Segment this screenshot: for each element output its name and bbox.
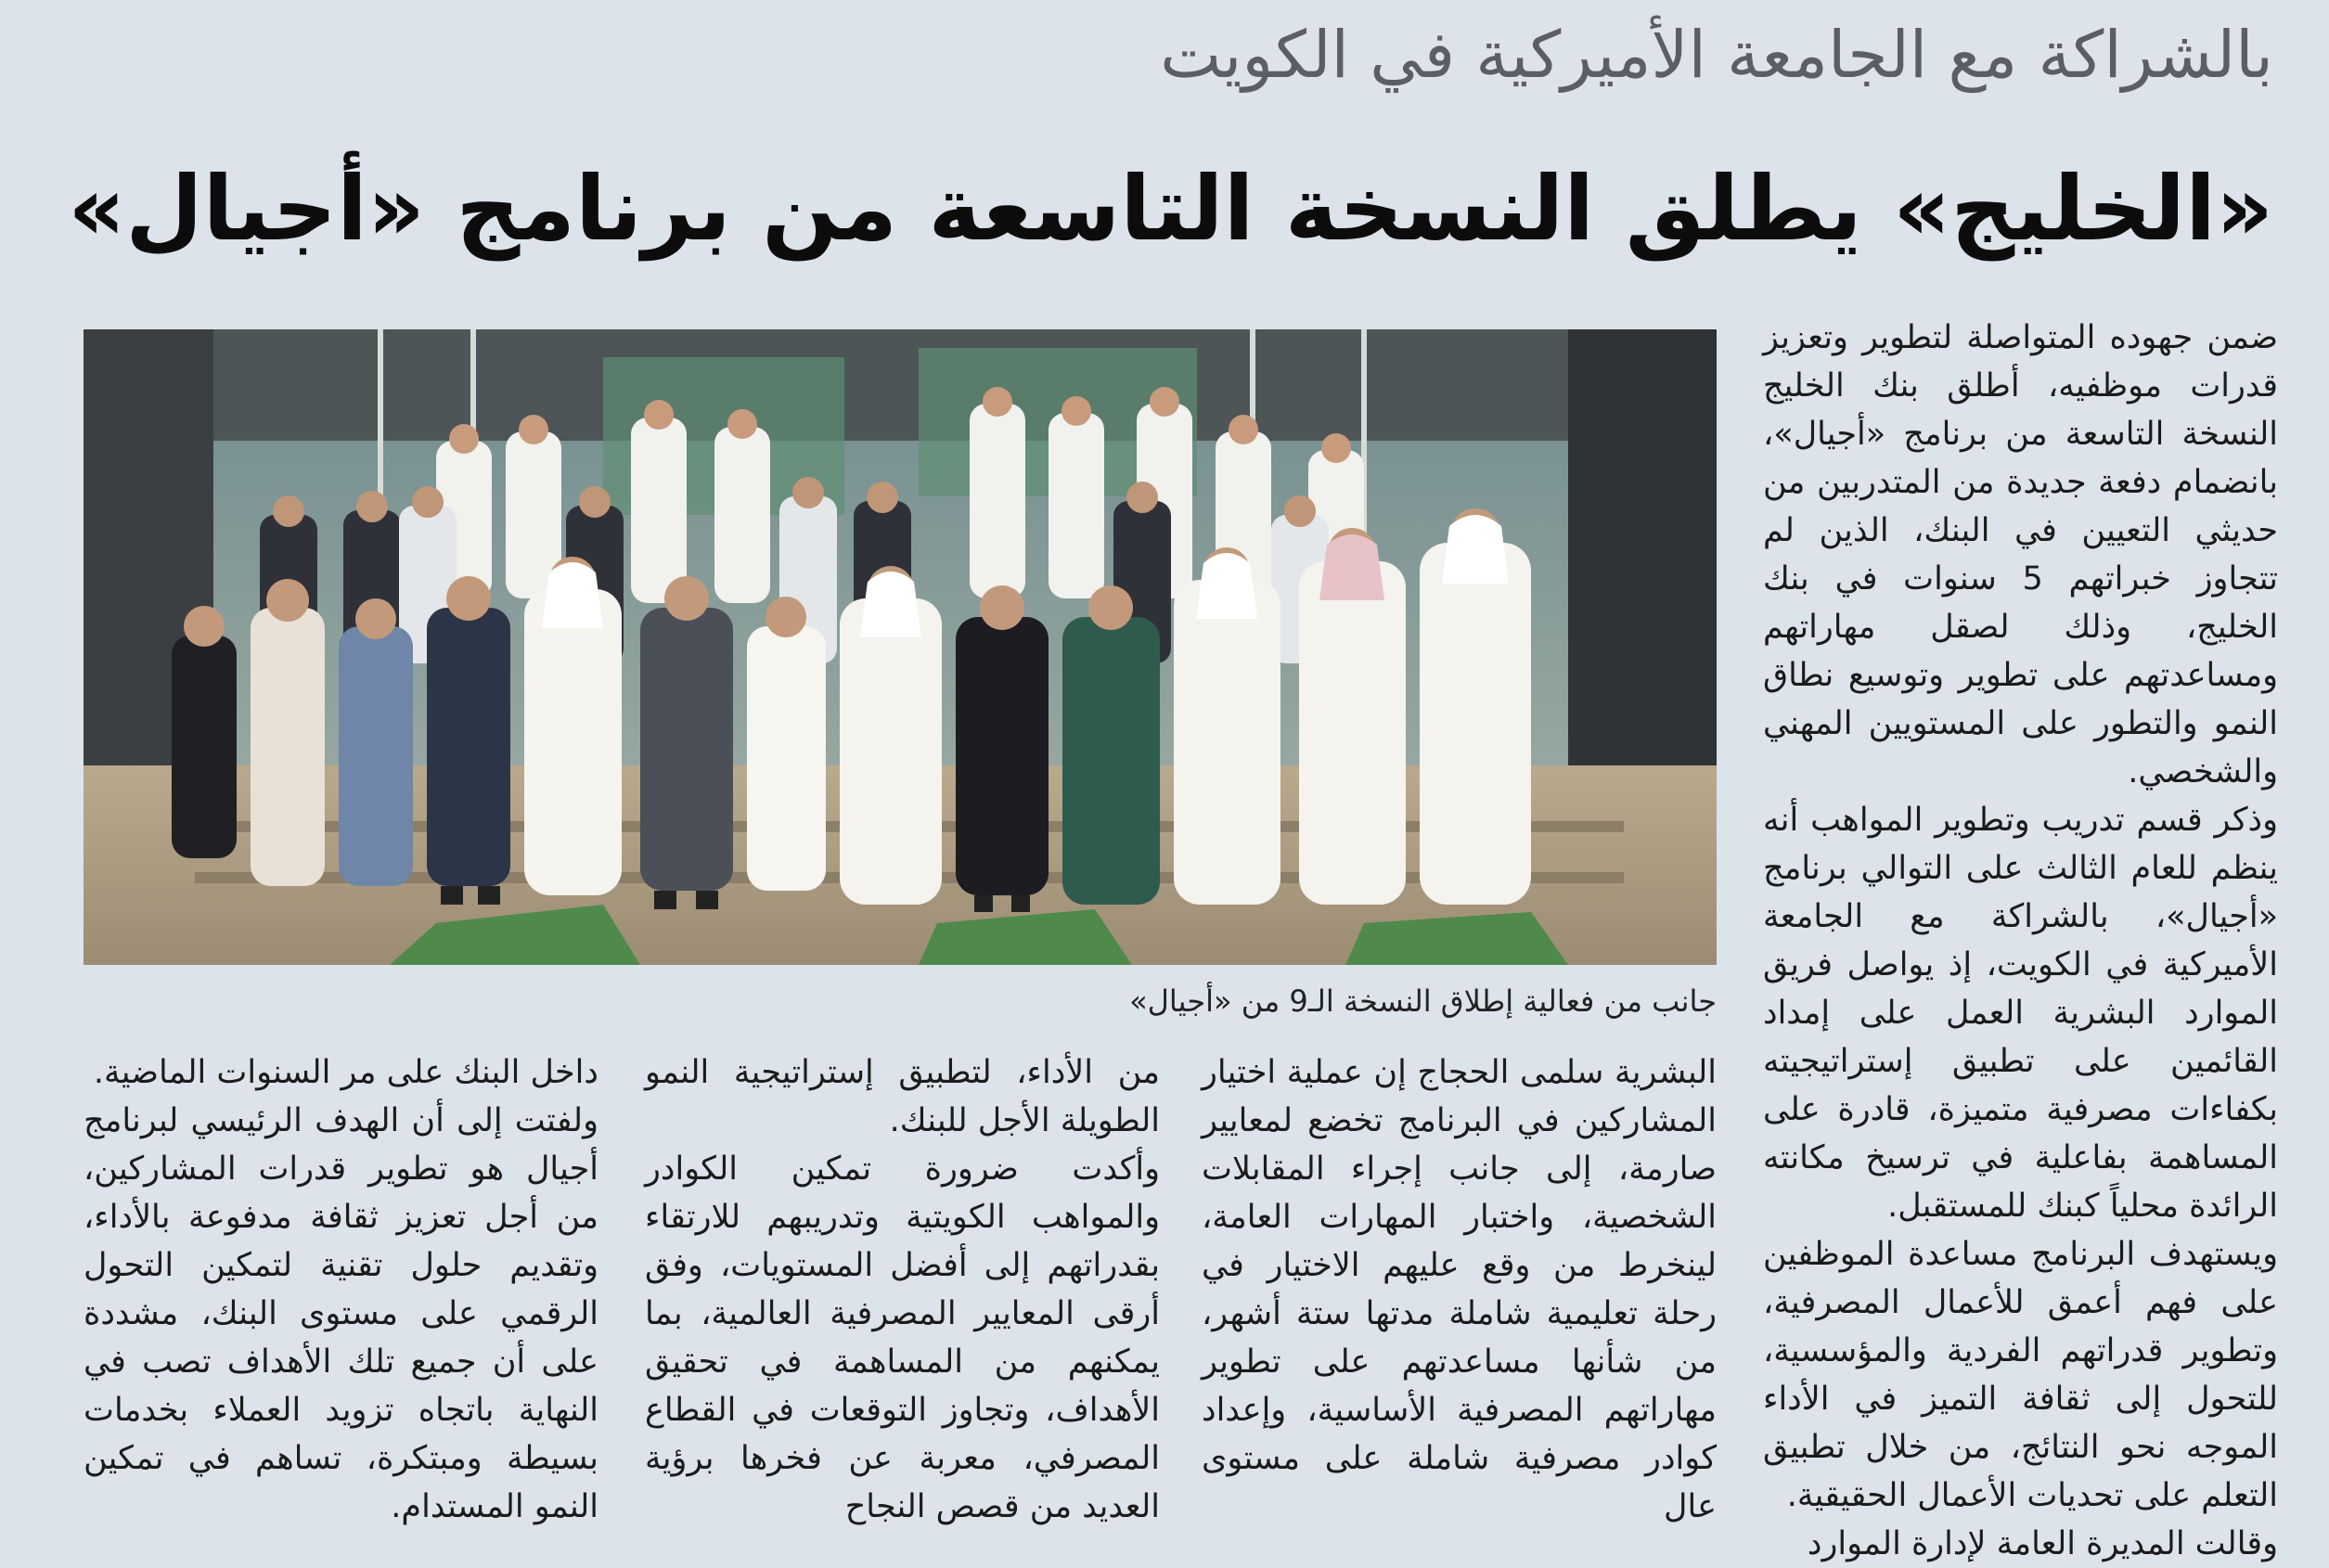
article-column-bottom-2 — [645, 1048, 1160, 1525]
paragraph: ولفتت إلى أن الهدف الرئيسي لبرنامج أجيال هو تطوير قدرات المشاركين، من أجل تعزيز ثقافة مدفوعة بالأداء، وتقديم حلول تقنية لتمكين التحول الرقمي على مستوى البنك، مشددة على أن جميع تلك الأهداف تصب في النهاية باتجاه تزويد العملاء بخدمات بسيطة ومبتكرة، تساهم في تمكين النمو المستدام. — [84, 1102, 598, 1525]
article-headline: «الخليج» يطلق النسخة التاسعة من برنامج «أجيال» — [68, 157, 2273, 261]
article-column-bottom-1 — [1202, 1048, 1717, 1525]
article-photo — [84, 329, 1717, 965]
paragraph: وأكدت ضرورة تمكين الكوادر والمواهب الكويتية وتدريبهم للارتقاء بقدراتهم إلى أفضل المستويات، وفق أرقى المعايير المصرفية العالمية، بما يمكنهم من المساهمة في تحقيق الأهداف، وتجاوز التوقعات في القطاع المصرفي، معربة عن فخرها برؤية العديد من قصص النجاح — [645, 1150, 1160, 1525]
article-kicker: بالشراكة مع الجامعة الأميركية في الكويت — [1160, 17, 2273, 93]
paragraph: ضمن جهوده المتواصلة لتطوير وتعزيز قدرات موظفيه، أطلق بنك الخليج النسخة التاسعة من برنامج «أجيال»، بانضمام دفعة جديدة من المتدربين من حديثي التعيين في البنك، الذين لم تتجاوز خبراتهم 5 سنوات في بنك الخليج، وذلك لصقل مهاراتهم ومساعدتهم على تطوير وتوسيع نطاق النمو والتطور على المستويين المهني والشخصي. — [1763, 319, 2278, 790]
paragraph: داخل البنك على مر السنوات الماضية. — [93, 1054, 598, 1091]
article-column-bottom-3 — [84, 1048, 598, 1525]
group-photo-illustration — [84, 329, 1717, 965]
paragraph: من الأداء، لتطبيق إستراتيجية النمو الطويلة الأجل للبنك. — [645, 1054, 1160, 1139]
paragraph: ويستهدف البرنامج مساعدة الموظفين على فهم أعمق للأعمال المصرفية، وتطوير قدراتهم الفردية والمؤسسية، للتحول إلى ثقافة التميز في الأداء الموجه نحو النتائج، من خلال تطبيق التعلم على تحديات الأعمال الحقيقية. — [1763, 1236, 2278, 1514]
paragraph: وذكر قسم تدريب وتطوير المواهب أنه ينظم للعام الثالث على التوالي برنامج «أجيال»، بالشراكة مع الجامعة الأميركية في الكويت، إذ يواصل فريق الموارد البشرية العمل على إمداد القائمين على تطبيق إستراتيجيته بكفاءات مصرفية متميزة، قادرة على المساهمة بفاعلية في ترسيخ مكانته الرائدة محلياً كبنك للمستقبل. — [1763, 802, 2278, 1225]
paragraph: البشرية سلمى الحجاج إن عملية اختيار المشاركين في البرنامج تخضع لمعايير صارمة، إلى جانب إجراء المقابلات الشخصية، واختبار المهارات العامة، لينخرط من وقع عليهم الاختيار في رحلة تعليمية شاملة مدتها ستة أشهر، من شأنها مساعدتهم على تطوير مهاراتهم المصرفية الأساسية، وإعداد كوادر مصرفية شاملة على مستوى عال — [1202, 1054, 1717, 1525]
paragraph: وقالت المديرة العامة لإدارة الموارد — [1807, 1525, 2278, 1562]
article-column-right — [1763, 314, 2278, 1562]
photo-caption: جانب من فعالية إطلاق النسخة الـ9 من «أجيال» — [1129, 983, 1717, 1019]
